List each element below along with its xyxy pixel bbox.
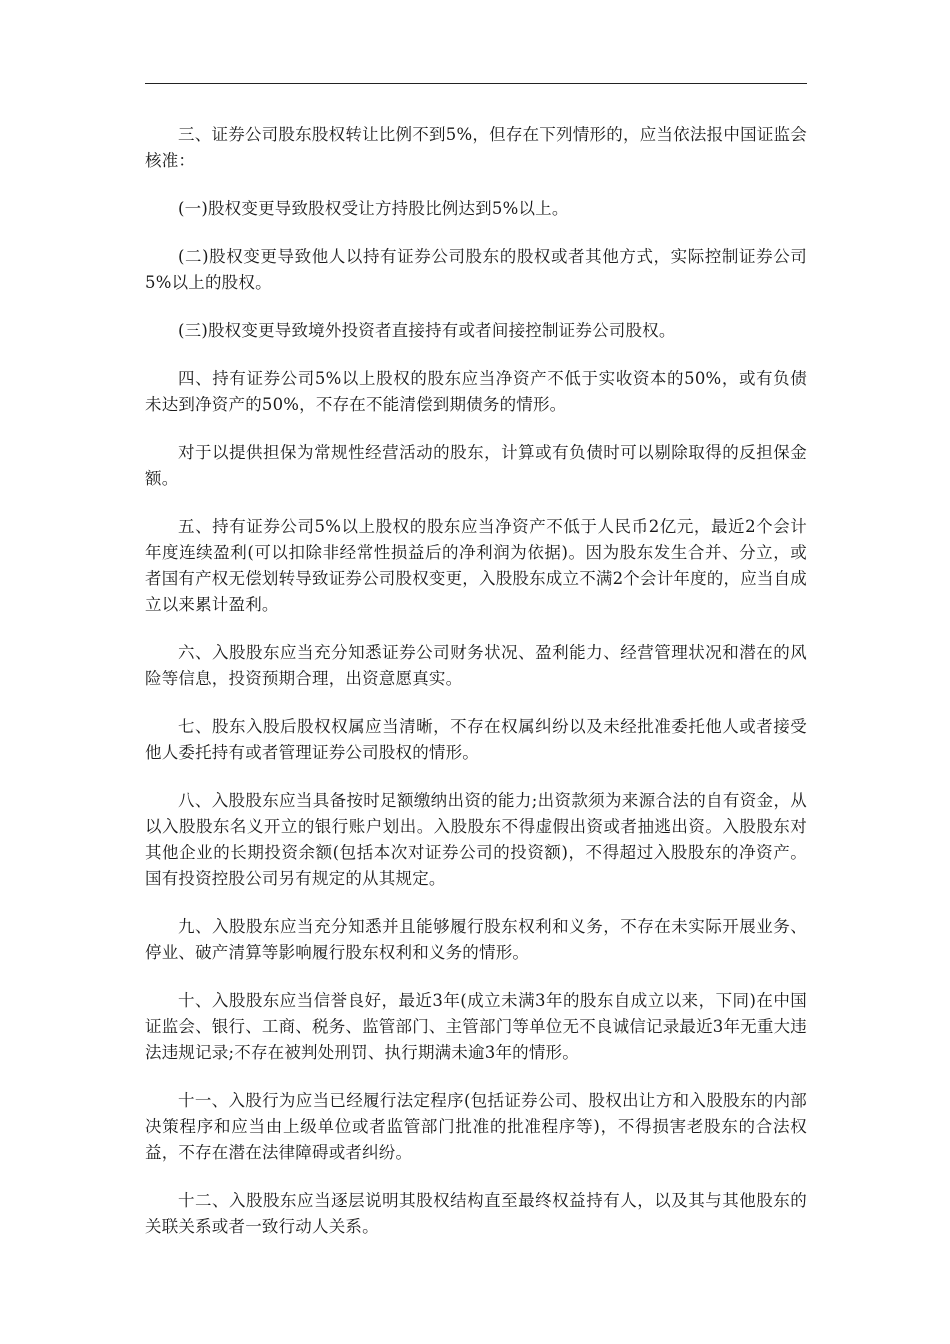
paragraph-10: 十、入股股东应当信誉良好，最近3年(成立未满3年的股东自成立以来，下同)在中国证监会、银行、工商、税务、监管部门、主管部门等单位无不良诚信记录最近3年无重大违法违规记录;不存在被判处刑罚、执行期满未逾3年的情形。	[145, 991, 807, 1062]
paragraph-3-2: (二)股权变更导致他人以持有证券公司股东的股权或者其他方式，实际控制证券公司5%以上的股权。	[145, 247, 807, 292]
paragraph-3-1: (一)股权变更导致股权受让方持股比例达到5%以上。	[178, 199, 569, 218]
paragraph-3: 三、证券公司股东股权转让比例不到5%，但存在下列情形的，应当依法报中国证监会核准：	[145, 125, 807, 170]
paragraph-12: 十二、入股股东应当逐层说明其股权结构直至最终权益持有人，以及其与其他股东的关联关系或者一致行动人关系。	[145, 1191, 807, 1236]
paragraph-9: 九、入股股东应当充分知悉并且能够履行股东权利和义务，不存在未实际开展业务、停业、破产清算等影响履行股东权利和义务的情形。	[145, 917, 807, 962]
paragraph-4-note: 对于以提供担保为常规性经营活动的股东，计算或有负债时可以剔除取得的反担保金额。	[145, 443, 807, 488]
paragraph-11: 十一、入股行为应当已经履行法定程序(包括证券公司、股权出让方和入股股东的内部决策程序和应当由上级单位或者监管部门批准的批准程序等)，不得损害老股东的合法权益，不存在潜在法律障碍或者纠纷。	[145, 1091, 807, 1162]
paragraph-8: 八、入股股东应当具备按时足额缴纳出资的能力;出资款须为来源合法的自有资金，从以入股股东名义开立的银行账户划出。入股股东不得虚假出资或者抽逃出资。入股股东对其他企业的长期投资余额(包括本次对证券公司的投资额)，不得超过入股股东的净资产。国有投资控股公司另有规定的从其规定。	[145, 791, 807, 888]
paragraph-4: 四、持有证券公司5%以上股权的股东应当净资产不低于实收资本的50%，或有负债未达到净资产的50%，不存在不能清偿到期债务的情形。	[145, 369, 807, 414]
paragraph-5: 五、持有证券公司5%以上股权的股东应当净资产不低于人民币2亿元，最近2个会计年度连续盈利(可以扣除非经常性损益后的净利润为依据)。因为股东发生合并、分立，或者国有产权无偿划转导致证券公司股权变更，入股股东成立不满2个会计年度的，应当自成立以来累计盈利。	[145, 517, 807, 614]
paragraph-3-3: (三)股权变更导致境外投资者直接持有或者间接控制证券公司股权。	[178, 321, 676, 340]
header-rule	[145, 83, 807, 84]
document-body	[145, 122, 807, 1262]
paragraph-7: 七、股东入股后股权权属应当清晰，不存在权属纠纷以及未经批准委托他人或者接受他人委托持有或者管理证券公司股权的情形。	[145, 717, 807, 762]
paragraph-6: 六、入股股东应当充分知悉证券公司财务状况、盈利能力、经营管理状况和潜在的风险等信息，投资预期合理，出资意愿真实。	[145, 643, 807, 688]
